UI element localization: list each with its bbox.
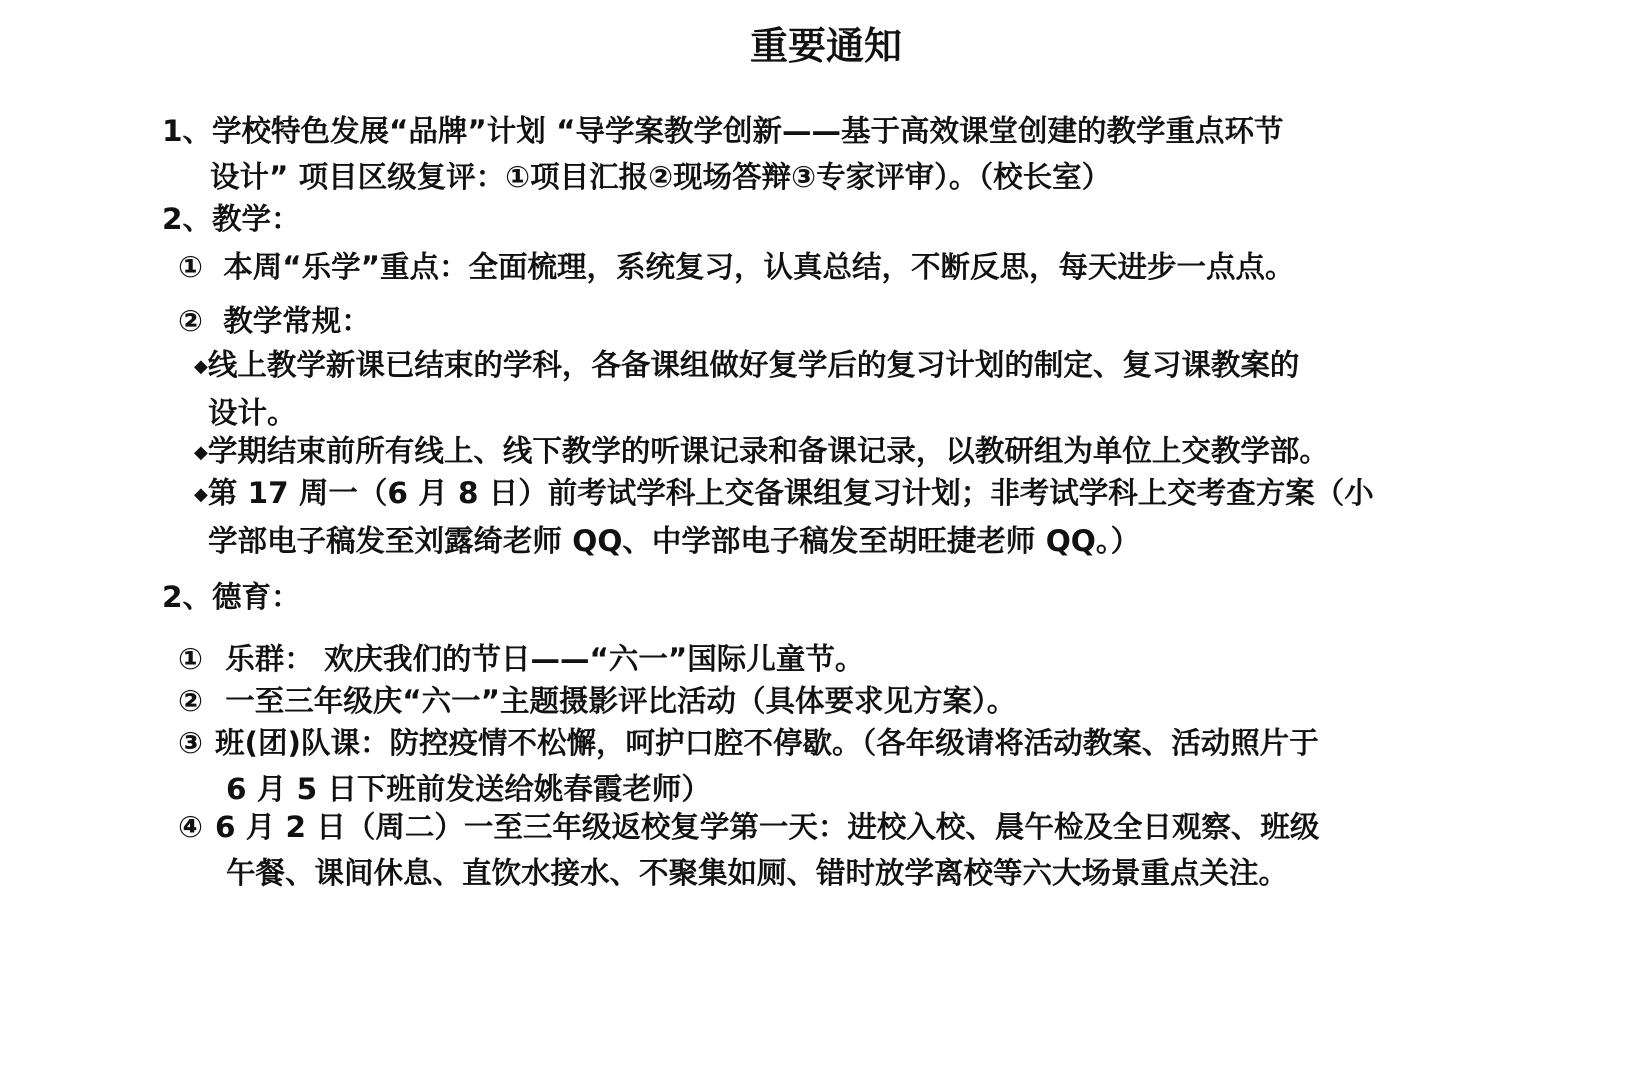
moral-item-text: 班(团)队课：防控疫情不松懈，呵护口腔不停歇。（各年级请将活动教案、活动照片于 (214, 726, 1319, 760)
item-marker: ④ (178, 810, 203, 844)
moral-item-text-line-2: 6 月 5 日下班前发送给姚春霞老师） (226, 772, 711, 806)
bullet-line-2: 学部电子稿发至刘露绮老师 QQ、中学部电子稿发至胡旺捷老师 QQ。） (208, 524, 1141, 558)
bullet-line-2: 设计。 (208, 396, 297, 430)
moral-item-text: 一至三年级庆“六一”主题摄影评比活动（具体要求见方案）。 (225, 684, 1017, 718)
moral-item-4 (178, 804, 1319, 896)
teaching-bullet-2 (194, 428, 1329, 476)
diamond-bullet-icon: ◆ (194, 442, 208, 463)
item-marker: ① (178, 642, 203, 676)
bullet-line-1: 线上教学新课已结束的学科，各备课组做好复学后的复习计划的制定、复习课教案的 (207, 348, 1300, 382)
item-marker: ② (178, 304, 203, 338)
teaching-bullet-3 (194, 470, 1374, 564)
moral-item-text-line-2: 午餐、课间休息、直饮水接水、不聚集如厕、错时放学离校等六大场景重点关注。 (226, 856, 1289, 890)
notice-item-1 (162, 108, 1283, 200)
item-marker: ① (178, 250, 203, 284)
teaching-routine-text: 教学常规： (223, 304, 371, 338)
moral-item-2 (178, 678, 1016, 724)
teaching-routine-heading (178, 298, 371, 344)
bullet-line-1: 第 17 周一（6 月 8 日）前考试学科上交备课组复习计划；非考试学科上交考查方案（小 (207, 476, 1374, 510)
diamond-bullet-icon: ◆ (194, 484, 208, 505)
moral-item-3 (178, 720, 1319, 812)
teaching-bullet-1 (194, 342, 1299, 436)
page-title: 重要通知 (749, 24, 902, 68)
item-marker: ② (178, 684, 203, 718)
teaching-focus-text: 本周“乐学”重点：全面梳理，系统复习，认真总结，不断反思，每天进步一点点。 (223, 250, 1295, 284)
item-marker: ③ (178, 726, 203, 760)
bullet-line-1: 学期结束前所有线上、线下教学的听课记录和备课记录，以教研组为单位上交教学部。 (207, 434, 1329, 468)
notice-item-1-line-1: 1、学校特色发展“品牌”计划 “导学案教学创新——基于高效课堂创建的教学重点环节 (162, 114, 1284, 148)
teaching-focus-item (178, 244, 1295, 290)
notice-item-1-line-2: 设计” 项目区级复评：①项目汇报②现场答辩③专家评审）。（校长室） (210, 160, 1112, 194)
moral-item-text: 乐群： 欢庆我们的节日——“六一”国际儿童节。 (225, 642, 865, 676)
moral-item-text: 6 月 2 日（周二）一至三年级返校复学第一天：进校入校、晨午检及全日观察、班级 (214, 810, 1320, 844)
diamond-bullet-icon: ◆ (194, 356, 208, 377)
section-heading-moral: 2、德育： (162, 580, 301, 614)
moral-item-1 (178, 636, 864, 682)
section-heading-teaching: 2、教学： (162, 202, 301, 236)
